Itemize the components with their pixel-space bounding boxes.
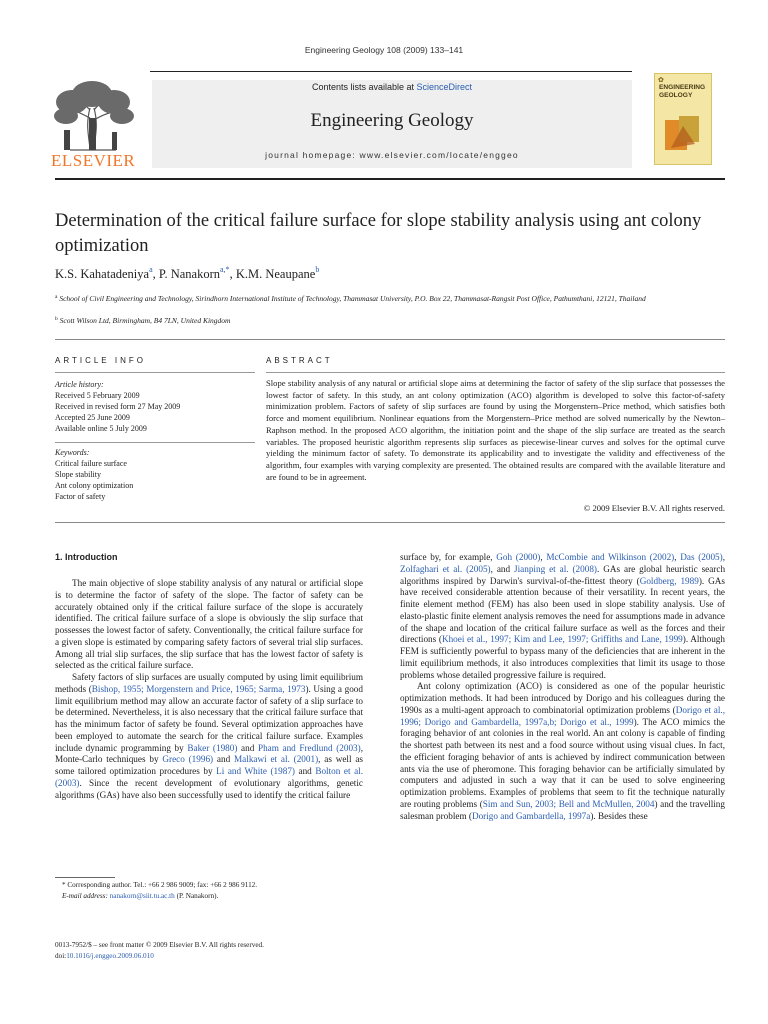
doi-line [55, 951, 363, 962]
text-run: and [294, 766, 316, 776]
text-run: ). Although FEM is sufficiently powerful to bypass many of the deficiencies that are inherent in the limit equilibrium methods, it also introduces complexities that limit its usage to those problems whose detailed progressive failure is required. [400, 634, 725, 680]
author-name: K.S. Kahatadeniya [55, 267, 150, 281]
text-run: ). Using a good limit equilibrium method may allow an accurate factor of safety of a slip surface to be determined. Nevertheless, it is also necessary that the critical failure surface that has the minimum factor of safety be found. Several optimization approaches have been employed to automate the search for the critical failure surface. Examples include dynamic programming by [55, 683, 363, 753]
history-item: Available online 5 July 2009 [55, 424, 147, 433]
front-matter-note [55, 940, 363, 961]
history-item: Received in revised form 27 May 2009 [55, 402, 181, 411]
author-name: K.M. Neaupane [235, 267, 316, 281]
text-run: , [540, 552, 547, 562]
intro-paragraph [400, 681, 725, 822]
cover-artwork [663, 114, 705, 154]
text-run: and [237, 742, 258, 753]
issn-line: 0013-7952/$ – see front matter © 2009 Elsevier B.V. All rights reserved. [55, 941, 264, 949]
text-run: ). GAs have received considerable attention because of their versatility. In recent years, the finite element method (FEM) has also been used in slope stability analysis. Use of elasto-plastic finite element analysis removes the need for assumptions made in advance of the shape and location of the critical failure surface as well as the forces and their directions ( [400, 575, 725, 645]
journal-reference: Engineering Geology 108 (2009) 133–141 [304, 45, 464, 55]
text-run: ). The ACO mimics the foraging behavior of ant colonies in the real world. An ant colony is capable of finding the shortest path between its nest and a food source without using visual clues. In fact, the efficient foraging behavior of ants is achieved by indirect communication between ants via the use of pheromone. This foraging behavior can be artificially simulated by computers and adjusted in such a way that it can be used to solve engineering optimization problems. Examples of problems that seem to fit the technique naturally are routing problems ( [400, 716, 725, 809]
author-affiliation-mark[interactable]: a [149, 265, 153, 274]
abstract-heading: ABSTRACT [266, 356, 333, 365]
article-history-label: Article history: [55, 380, 104, 389]
citation-link[interactable]: Dorigo and Gambardella, 1997a [471, 810, 591, 821]
citation-link[interactable]: Greco (1996) [162, 754, 214, 765]
header-bottom-rule [55, 178, 725, 180]
intro-paragraph [55, 672, 363, 801]
cover-title [659, 84, 711, 99]
text-run: surface by, for example, [400, 552, 497, 562]
doi-link[interactable]: 10.1016/j.enggeo.2009.06.010 [66, 951, 154, 960]
citation-link[interactable]: Bishop, 1955; Morgenstern and Price, 1965; Sarma, 1973 [91, 683, 306, 694]
journal-cover-thumbnail [654, 73, 712, 165]
citation-link[interactable]: Sim and Sun, 2003; Bell and McMullen, 2004 [482, 798, 655, 809]
email-link[interactable]: nanakorn@siit.tu.ac.th [109, 891, 175, 900]
article-info-rule [55, 372, 255, 373]
cover-title-line-2: GEOLOGY [659, 91, 693, 99]
citation-link[interactable]: Goh (2000) [496, 552, 541, 562]
paper-title: Determination of the critical failure surface for slope stability analysis using ant colony optimization [55, 211, 702, 256]
affiliation-text: Scott Wilson Ltd, Birmingham, B4 7LN, United Kingdom [59, 316, 231, 325]
author-list [55, 265, 319, 282]
text-run: and [213, 754, 235, 765]
intro-paragraph [400, 552, 725, 681]
section-heading-introduction: 1. Introduction [55, 552, 118, 562]
affiliation-a [55, 292, 727, 304]
email-label: E-mail address: [62, 891, 110, 900]
corresponding-author-note [62, 880, 362, 901]
text-run: , Monte-Carlo techniques by [55, 742, 363, 765]
affiliation-mark: a [55, 294, 58, 300]
contents-line [152, 82, 632, 92]
citation-link[interactable]: Baker (1980) [187, 742, 238, 753]
contents-prefix: Contents lists available at [311, 82, 417, 92]
citation-link[interactable]: Dorigo et al., 1996; Dorigo and Gambardella, 1997a,b; Dorigo et al., 1999 [400, 704, 725, 727]
citation-link[interactable]: McCombie and Wilkinson (2002) [546, 552, 675, 562]
keywords-rule [55, 442, 255, 443]
top-rule [150, 71, 632, 72]
email-suffix: (P. Nanakorn). [174, 891, 219, 900]
citation-link[interactable]: Malkawi et al. (2001) [234, 754, 319, 765]
citation-link[interactable]: Bolton et al. (2003) [55, 766, 363, 788]
text-run: . GAs are global heuristic search algorithms inspired by Darwin's survival-of-the-fittest theory ( [400, 563, 726, 586]
text-run: Ant colony optimization (ACO) is considered as one of the popular heuristic optimization methods. It had been introduced by Dorigo and his colleagues during the 1990s as a multi-agent approach to combinatorial optimization problems ( [400, 681, 725, 715]
citation-link[interactable]: Jianping et al. (2008) [514, 563, 597, 574]
doi-label: doi: [55, 951, 67, 960]
cover-logo-icon: ✿ [658, 76, 664, 84]
text-run: ). Besides these [590, 810, 648, 821]
email-line [62, 891, 362, 902]
cover-title-line-1: ENGINEERING [659, 84, 706, 91]
footnote-rule [55, 877, 115, 878]
text-run: . Since the recent development of evolutionary algorithms, genetic algorithms (GAs) have also been successfully used to identify the critical failure [55, 777, 363, 800]
journal-homepage[interactable]: journal homepage: www.elsevier.com/locate/enggeo [265, 150, 519, 160]
keyword-item: Ant colony optimization [55, 481, 134, 490]
publisher-wordmark: ELSEVIER [51, 151, 136, 170]
text-run: , and [490, 563, 515, 574]
citation-link[interactable]: Khoei et al., 1997; Kim and Lee, 1997; Griffiths and Lane, 1999 [441, 634, 683, 645]
text-run: , as well as some tailored optimization procedures by [55, 754, 364, 776]
intro-paragraph: The main objective of slope stability analysis of any natural or artificial slope is to determine the factor of safety of the slope. The factor of safety can be accurately obtained only if the critical failure surface of the slope is accurately identified. The critical failure surface of a slope is obviously the slip surface that possesses the lowest factor of safety. Conventionally, the critical failure surface for a given slope is estimated by comparing safety factors of several trial slip surfaces. Among all trial slip surfaces, the slip surface that has the lowest factor of safety is selected as the critical failure surface. [55, 578, 363, 671]
author-name: P. Nanakorn [158, 267, 220, 281]
author-affiliation-mark[interactable]: b [315, 265, 320, 274]
text-run: ) and the travelling salesman problem ( [400, 798, 725, 821]
author-separator: , [229, 267, 236, 281]
keywords [55, 447, 255, 502]
article-history [55, 379, 255, 434]
body-column-right [400, 552, 725, 822]
text-run: , [674, 552, 681, 562]
abstract-rule [266, 372, 725, 373]
corresponding-author: * Corresponding author. Tel.: +66 2 986 9009; fax: +66 2 986 9112. [62, 881, 258, 889]
citation-link[interactable]: Das (2005) [680, 552, 723, 562]
text-run: , [722, 552, 726, 562]
author-affiliation-mark[interactable]: a,* [220, 265, 230, 274]
keyword-item: Slope stability [55, 470, 101, 479]
citation-link[interactable]: Pham and Fredlund (2003) [257, 742, 361, 753]
affiliation-b [55, 314, 727, 326]
section-rule [55, 522, 725, 523]
citation-link[interactable]: Goldberg, 1989 [639, 575, 699, 586]
affiliation-mark: b [55, 316, 58, 322]
keyword-item: Critical failure surface [55, 459, 127, 468]
body-column-left [55, 578, 363, 801]
affiliation-text: School of Civil Engineering and Technology, Sirindhorn International Institute of Technology, Thammasat University, P.O. Box 22, Thammasat-Rangsit Post Office, Pathumthani, 12121, Thailand [59, 294, 646, 303]
keyword-item: Factor of safety [55, 492, 106, 501]
abstract-text: Slope stability analysis of any natural or artificial slope aims at determining the factor of safety of the slip surface that possesses the lowest factor of safety. In this study, an ant colony optimization (ACO) algorithm is developed to solve this factor-of-safety minimization problem. Factors of safety of slip surfaces are found by using the Morgenstern–Price method, which satisfies both force and moment equilibrium. Nonlinear equations from the Morgenstern–Price method are solved numerically by the Newton–Raphson method. In the proposed ACO algorithm, the initiation point and the shape of the slip surface are treated as the search variables. The proposed heuristic algorithm represents slip surfaces as piecewise-linear curves and solves for the optimal curve yielding the minimum factor of safety. To demonstrate its applicability and to investigate the validity and effectiveness of the algorithm, four examples with varying complexity are presented. The obtained results are compared with the available literature and are found to be in agreement. [266, 378, 725, 482]
history-item: Accepted 25 June 2009 [55, 413, 130, 422]
author-separator: , [152, 267, 159, 281]
article-info-heading: ARTICLE INFO [55, 356, 146, 365]
text-run: Safety factors of slip surfaces are usually computed by using limit equilibrium methods ( [55, 672, 363, 694]
citation-link[interactable]: Zolfaghari et al. (2005) [400, 563, 491, 574]
abstract-copyright: © 2009 Elsevier B.V. All rights reserved. [583, 503, 725, 513]
citation-link[interactable]: Li and White (1987) [216, 766, 295, 776]
sciencedirect-link[interactable]: ScienceDirect [416, 82, 473, 92]
section-rule [55, 339, 725, 340]
history-item: Received 5 February 2009 [55, 391, 140, 400]
keywords-label: Keywords: [55, 448, 90, 457]
journal-title: Engineering Geology [310, 110, 474, 131]
